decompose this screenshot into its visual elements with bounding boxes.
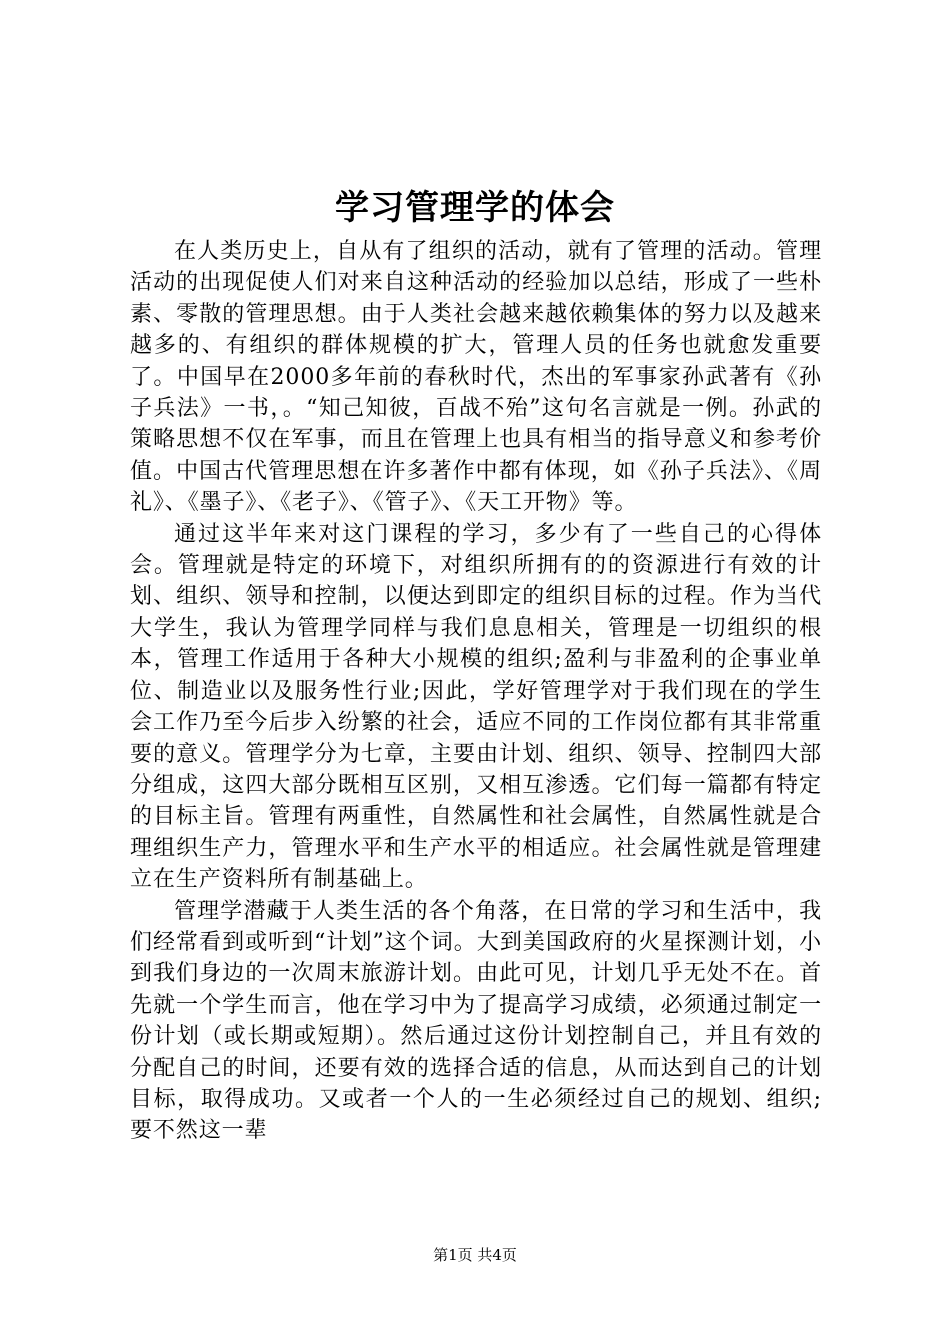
document-body: [130, 236, 822, 1147]
body-paragraph: 在人类历史上，自从有了组织的活动，就有了管理的活动。管理活动的出现促使人们对来自这种活动的经验加以总结，形成了一些朴素、零散的管理思想。由于人类社会越来越依赖集体的努力以及越来越多的、有组织的群体规模的扩大，管理人员的任务也就愈发重要了。中国早在2000多年前的春秋时代，杰出的军事家孙武著有《孙子兵法》一书，。“知己知彼，百战不殆”这句名言就是一例。孙武的策略思想不仅在军事，而且在管理上也具有相当的指导意义和参考价值。中国古代管理思想在许多著作中都有体现，如《孙子兵法》、《周礼》、《墨子》、《老子》、《管子》、《天工开物》等。: [130, 239, 822, 516]
page-number-footer: 第1页 共4页: [433, 1246, 517, 1264]
body-paragraph: 管理学潜藏于人类生活的各个角落，在日常的学习和生活中，我们经常看到或听到“计划”这个词。大到美国政府的火星探测计划，小到我们身边的一次周末旅游计划。由此可见，计划几乎无处不在。首先就一个学生而言，他在学习中为了提高学习成绩，必须通过制定一份计划（或长期或短期）。然后通过这份计划控制自己，并且有效的分配自己的时间，还要有效的选择合适的信息，从而达到自己的计划目标，取得成功。又或者一个人的一生必须经过自己的规划、组织;要不然这一辈: [130, 898, 822, 1144]
document-title: 学习管理学的体会: [335, 188, 615, 228]
body-paragraph: 通过这半年来对这门课程的学习，多少有了一些自己的心得体会。管理就是特定的环境下，对组织所拥有的的资源进行有效的计划、组织、领导和控制，以便达到即定的组织目标的过程。作为当代大学生，我认为管理学同样与我们息息相关，管理是一切组织的根本，管理工作适用于各种大小规模的组织;盈利与非盈利的企事业单位、制造业以及服务性行业;因此，学好管理学对于我们现在的学生会工作乃至今后步入纷繁的社会，适应不同的工作岗位都有其非常重要的意义。管理学分为七章，主要由计划、组织、领导、控制四大部分组成，这四大部分既相互区别，又相互渗透。它们每一篇都有特定的目标主旨。管理有两重性，自然属性和社会属性，自然属性就是合理组织生产力，管理水平和生产水平的相适应。社会属性就是管理建立在生产资料所有制基础上。: [130, 521, 822, 893]
